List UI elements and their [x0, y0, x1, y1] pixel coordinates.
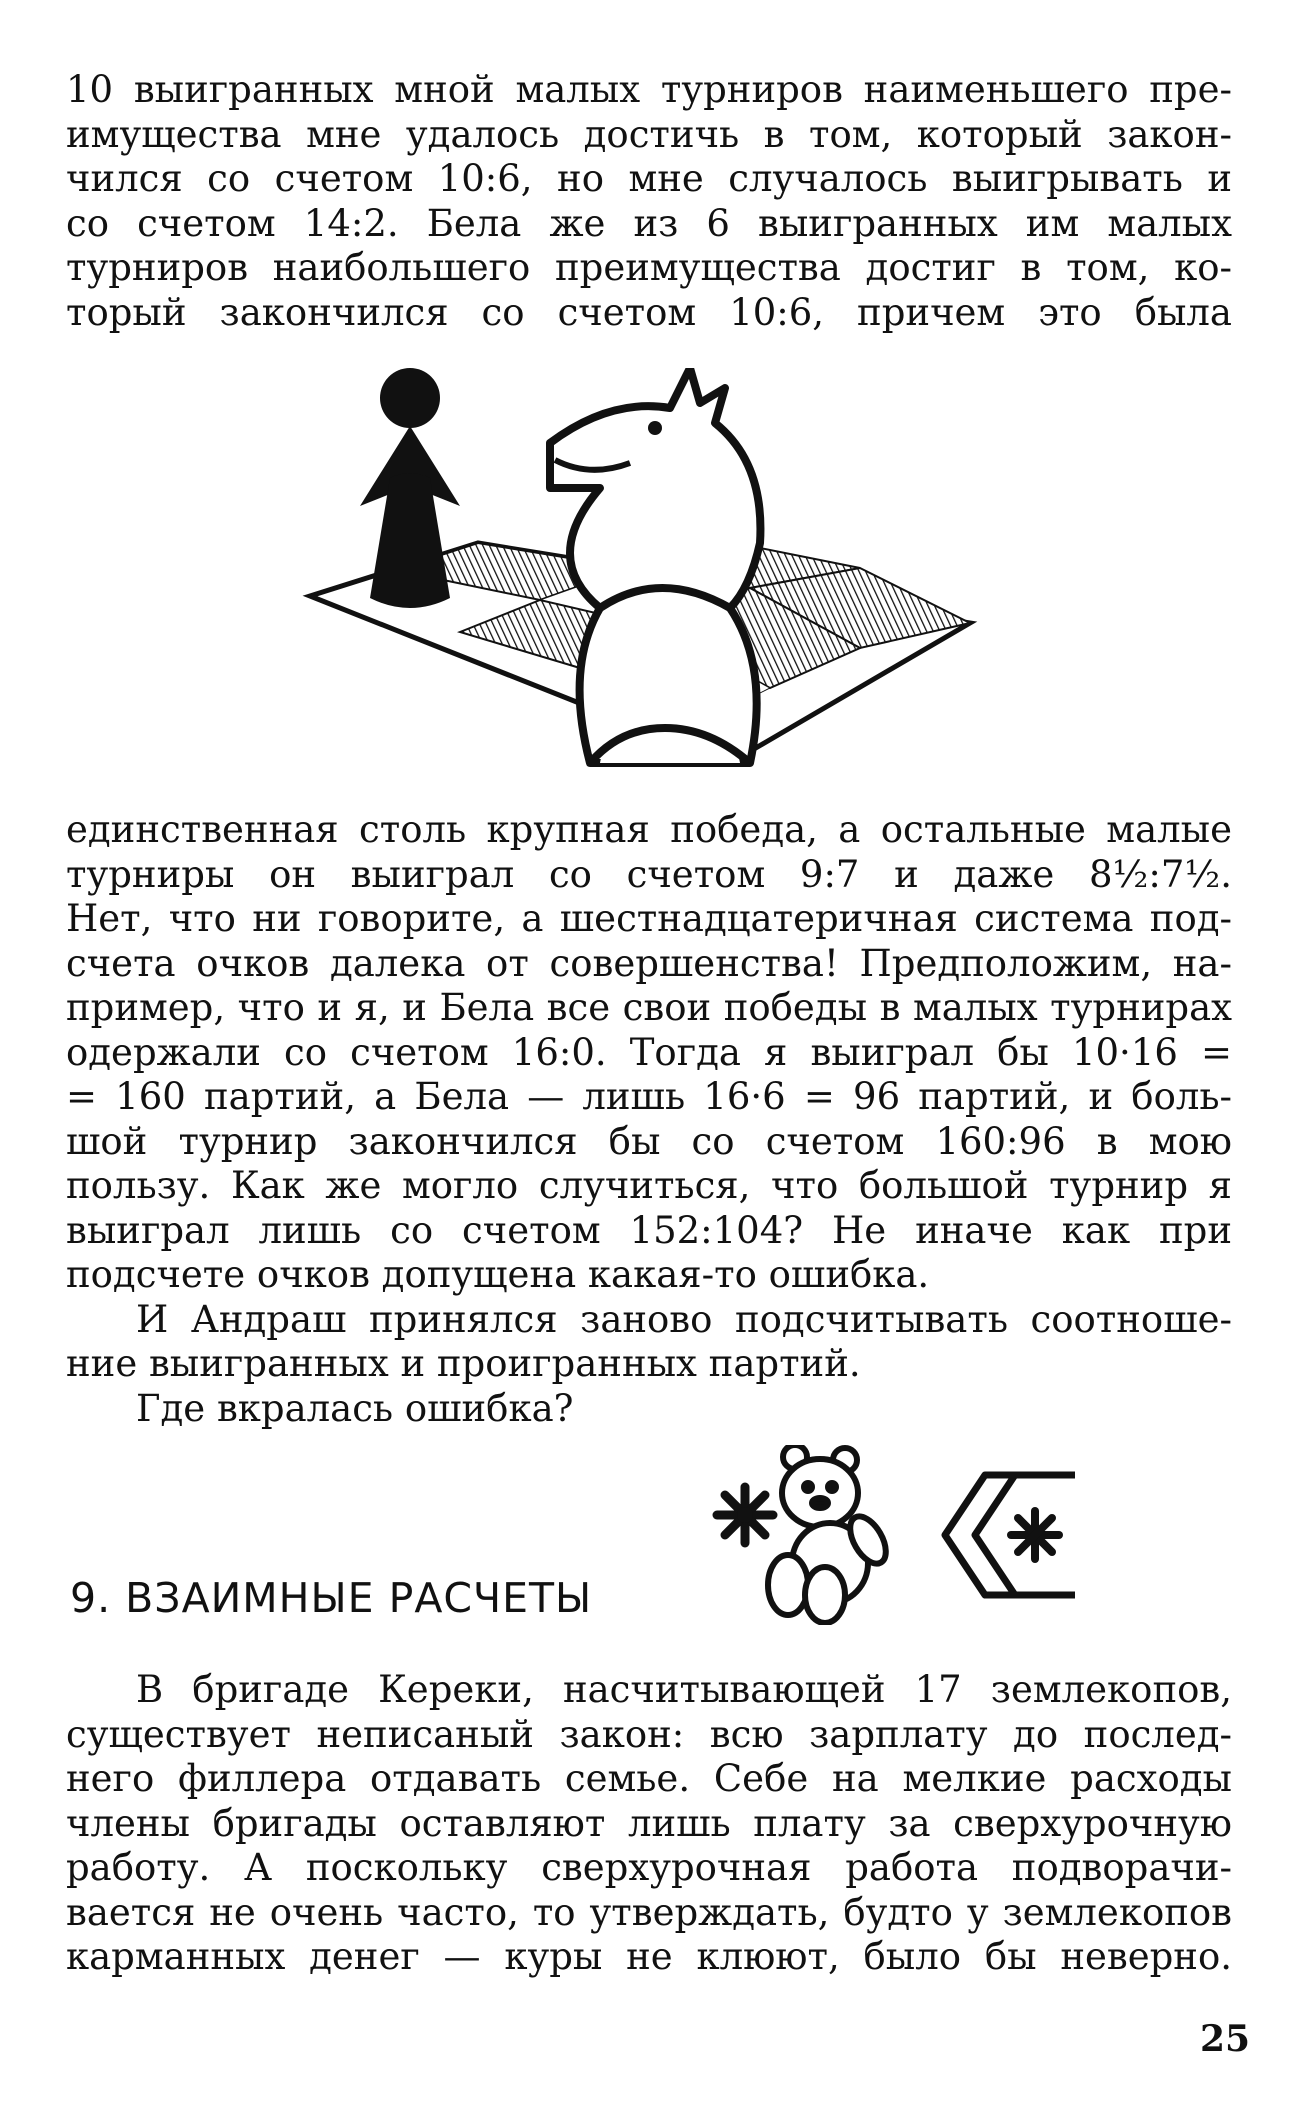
text-line: пример, что и я, и Бела все свои победы в малых турнирах: [66, 986, 1232, 1029]
text-line: карманных денег — куры не клюют, было бы неверно.: [66, 1935, 1232, 1978]
text-line: турниров наибольшего преимущества достиг в том, ко-: [66, 246, 1232, 289]
paragraph-middle: [66, 808, 1232, 1431]
page-number: 25: [1200, 2018, 1251, 2060]
text-line: одержали со счетом 16:0. Тогда я выиграл бы 10·16 =: [66, 1030, 1232, 1074]
text-line: члены бригады оставляют лишь плату за сверхурочную: [66, 1801, 1232, 1845]
text-line: Нет, что ни говорите, а шестнадцатеричная система под-: [66, 897, 1232, 940]
text-line: него филлера отдавать семье. Себе на мелкие расходы: [66, 1757, 1232, 1800]
knight-piece-icon: [550, 368, 760, 763]
teddy-bear-icon: [768, 1445, 893, 1623]
text-line: турниры он выиграл со счетом 9:7 и даже 8½:7½.: [66, 852, 1232, 896]
text-line: счета очков далека от совершенства! Предположим, на-: [66, 941, 1232, 985]
letter-k-block-icon: [945, 1475, 1075, 1595]
text-line: В бригаде Кереки, насчитывающей 17 землекопов,: [136, 1668, 1232, 1711]
text-line: торый закончился со счетом 10:6, причем это была: [66, 290, 1232, 334]
paragraph-bottom: [66, 1668, 1232, 1980]
pawn-piece-icon: [360, 368, 460, 608]
text-line: ние выигранных и проигранных партий.: [66, 1342, 861, 1385]
text-line: существует неписаный закон: всю зарплату до послед-: [66, 1712, 1232, 1756]
text-line: И Андраш принялся заново подсчитывать соотноше-: [136, 1297, 1232, 1341]
text-line: чился со счетом 10:6, но мне случалось выигрывать и: [66, 157, 1232, 200]
text-line: пользу. Как же могло случиться, что большой турнир я: [66, 1164, 1232, 1207]
text-line: Где вкралась ошибка?: [136, 1386, 574, 1430]
paragraph-top: [66, 68, 1232, 335]
text-line: выиграл лишь со счетом 152:104? Не иначе как при: [66, 1208, 1232, 1252]
text-line: 10 выигранных мной малых турниров наименьшего пре-: [66, 68, 1232, 111]
text-line: подсчете очков допущена какая-то ошибка.: [66, 1253, 930, 1296]
text-line: вается не очень часто, то утверждать, будто у землекопов: [66, 1890, 1232, 1934]
section-heading: 9. ВЗАИМНЫЕ РАСЧЕТЫ: [70, 1574, 593, 1622]
asterisk-flower-icon: [717, 1487, 773, 1543]
chess-illustration: [300, 368, 1000, 788]
toy-illustration: [700, 1445, 1120, 1625]
text-line: единственная столь крупная победа, а остальные малые: [66, 808, 1232, 851]
text-line: = 160 партий, а Бела — лишь 16·6 = 96 партий, и боль-: [66, 1075, 1232, 1118]
text-line: имущества мне удалось достичь в том, который закон-: [66, 112, 1232, 156]
text-line: работу. А поскольку сверхурочная работа подворачи-: [66, 1846, 1232, 1889]
text-line: со счетом 14:2. Бела же из 6 выигранных им малых: [66, 201, 1232, 245]
text-line: шой турнир закончился бы со счетом 160:96 в мою: [66, 1119, 1232, 1163]
